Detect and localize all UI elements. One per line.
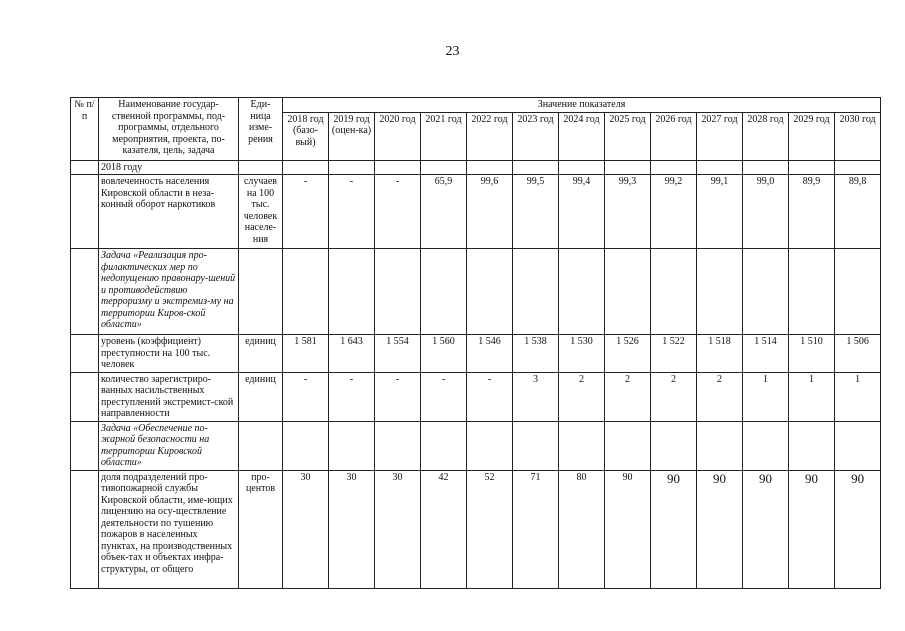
row-value-cell: 1 560: [421, 335, 467, 373]
row-value-cell: 30: [283, 470, 329, 588]
row-name-cell: Задача «Обеспечение по-жарной безопасности на территории Кировской области»: [99, 421, 239, 470]
row-value-cell: 1: [743, 372, 789, 421]
row-value-cell: 42: [421, 470, 467, 588]
row-unit-cell: про-центов: [239, 470, 283, 588]
row-value-cell: 90: [697, 470, 743, 588]
row-value-cell: [605, 249, 651, 335]
row-value-cell: -: [421, 372, 467, 421]
row-value-cell: 2: [559, 372, 605, 421]
row-value-cell: -: [467, 372, 513, 421]
row-value-cell: -: [283, 372, 329, 421]
row-value-cell: [697, 160, 743, 175]
table-row: [71, 335, 881, 373]
row-unit-cell: единиц: [239, 372, 283, 421]
row-value-cell: [467, 160, 513, 175]
row-value-cell: [513, 421, 559, 470]
row-value-cell: 1 514: [743, 335, 789, 373]
row-value-cell: 71: [513, 470, 559, 588]
row-name-cell: вовлеченность населения Кировской области в неза-конный оборот наркотиков: [99, 175, 239, 249]
row-value-cell: [467, 421, 513, 470]
row-value-cell: [329, 249, 375, 335]
row-value-cell: 89,9: [789, 175, 835, 249]
row-number-cell: [71, 249, 99, 335]
row-value-cell: [605, 421, 651, 470]
row-value-cell: 90: [743, 470, 789, 588]
row-value-cell: 90: [605, 470, 651, 588]
row-value-cell: [421, 160, 467, 175]
row-value-cell: -: [375, 175, 421, 249]
row-value-cell: [283, 421, 329, 470]
row-unit-cell: единиц: [239, 335, 283, 373]
row-value-cell: 99,4: [559, 175, 605, 249]
row-number-cell: [71, 421, 99, 470]
row-value-cell: 90: [651, 470, 697, 588]
row-value-cell: 1 643: [329, 335, 375, 373]
row-value-cell: [559, 421, 605, 470]
row-name-cell: 2018 году: [99, 160, 239, 175]
row-unit-cell: [239, 421, 283, 470]
table-row: [71, 421, 881, 470]
header-year: 2026 год: [651, 112, 697, 160]
row-value-cell: [467, 249, 513, 335]
row-value-cell: [559, 249, 605, 335]
header-year: 2027 год: [697, 112, 743, 160]
row-value-cell: [283, 160, 329, 175]
row-value-cell: 1 506: [835, 335, 881, 373]
row-value-cell: [789, 249, 835, 335]
row-value-cell: [743, 421, 789, 470]
row-value-cell: [743, 249, 789, 335]
row-value-cell: [283, 249, 329, 335]
row-name-cell: уровень (коэффициент) преступности на 100 тыс. человек: [99, 335, 239, 373]
row-value-cell: [559, 160, 605, 175]
row-value-cell: [375, 249, 421, 335]
row-value-cell: [789, 160, 835, 175]
header-name: Наименование государ-ственной программы, под-программы, отдельного мероприятия, проекта, по-казателя, цель, задача: [99, 98, 239, 161]
row-name-cell: доля подразделений про-тивопожарной службы Кировской области, име-ющих лицензию на осу-ществление деятельности по тушению пожаров в населенных пунктах, на производственных объек-тах и объектах инфра-структуры, от общего: [99, 470, 239, 588]
row-value-cell: 1 518: [697, 335, 743, 373]
header-year: 2020 год: [375, 112, 421, 160]
row-value-cell: 80: [559, 470, 605, 588]
row-value-cell: 1 522: [651, 335, 697, 373]
row-value-cell: -: [283, 175, 329, 249]
table-row: [71, 372, 881, 421]
row-value-cell: 99,1: [697, 175, 743, 249]
row-value-cell: [513, 160, 559, 175]
row-value-cell: [329, 421, 375, 470]
header-year: 2028 год: [743, 112, 789, 160]
row-value-cell: [651, 160, 697, 175]
header-unit: Еди-ница изме-рения: [239, 98, 283, 161]
row-value-cell: 65,9: [421, 175, 467, 249]
row-value-cell: [835, 421, 881, 470]
row-value-cell: 30: [375, 470, 421, 588]
row-number-cell: [71, 175, 99, 249]
row-value-cell: -: [375, 372, 421, 421]
row-value-cell: 99,6: [467, 175, 513, 249]
row-value-cell: 1 546: [467, 335, 513, 373]
row-value-cell: 1: [835, 372, 881, 421]
row-value-cell: 90: [789, 470, 835, 588]
row-value-cell: [743, 160, 789, 175]
row-value-cell: 89,8: [835, 175, 881, 249]
row-number-cell: [71, 470, 99, 588]
table-row: [71, 470, 881, 588]
row-value-cell: [789, 421, 835, 470]
row-value-cell: 52: [467, 470, 513, 588]
row-value-cell: [835, 249, 881, 335]
table-row: [71, 175, 881, 249]
header-year: 2030 год: [835, 112, 881, 160]
header-number: № п/п: [71, 98, 99, 161]
row-value-cell: 3: [513, 372, 559, 421]
row-value-cell: [651, 421, 697, 470]
header-year: 2022 год: [467, 112, 513, 160]
row-unit-cell: [239, 249, 283, 335]
row-value-cell: 90: [835, 470, 881, 588]
row-value-cell: 1 581: [283, 335, 329, 373]
row-value-cell: [421, 421, 467, 470]
row-value-cell: [651, 249, 697, 335]
row-unit-cell: [239, 160, 283, 175]
row-value-cell: -: [329, 372, 375, 421]
row-value-cell: [375, 421, 421, 470]
row-value-cell: 2: [605, 372, 651, 421]
row-value-cell: [375, 160, 421, 175]
header-year: 2029 год: [789, 112, 835, 160]
row-value-cell: [697, 421, 743, 470]
row-number-cell: [71, 160, 99, 175]
row-value-cell: [329, 160, 375, 175]
row-value-cell: 30: [329, 470, 375, 588]
row-value-cell: 99,0: [743, 175, 789, 249]
row-value-cell: 1 554: [375, 335, 421, 373]
header-year: 2021 год: [421, 112, 467, 160]
row-value-cell: 1 510: [789, 335, 835, 373]
header-year: 2024 год: [559, 112, 605, 160]
header-year: 2019 год (оцен-ка): [329, 112, 375, 160]
row-value-cell: [697, 249, 743, 335]
row-name-cell: количество зарегистриро-ванных насильственных преступлений экстремист-ской направленности: [99, 372, 239, 421]
header-values: Значение показателя: [283, 98, 881, 113]
row-value-cell: 1 538: [513, 335, 559, 373]
row-value-cell: 2: [651, 372, 697, 421]
row-value-cell: 99,5: [513, 175, 559, 249]
page-number: 23: [445, 44, 460, 59]
row-value-cell: [605, 160, 651, 175]
row-value-cell: -: [329, 175, 375, 249]
row-unit-cell: случаев на 100 тыс. человек населе-ния: [239, 175, 283, 249]
indicator-table: [70, 97, 881, 589]
row-value-cell: 2: [697, 372, 743, 421]
row-name-cell: Задача «Реализация про-филактических мер по недопущению правонару-шений и противодействию терроризму и экстремиз-му на территории Киров-ской области»: [99, 249, 239, 335]
row-value-cell: [835, 160, 881, 175]
row-value-cell: 99,3: [605, 175, 651, 249]
header-year: 2018 год (базо-вый): [283, 112, 329, 160]
row-value-cell: 1 530: [559, 335, 605, 373]
row-value-cell: [513, 249, 559, 335]
row-value-cell: 1: [789, 372, 835, 421]
header-year: 2025 год: [605, 112, 651, 160]
row-value-cell: 99,2: [651, 175, 697, 249]
table-row: [71, 249, 881, 335]
row-number-cell: [71, 372, 99, 421]
table-row: [71, 160, 881, 175]
row-value-cell: 1 526: [605, 335, 651, 373]
row-value-cell: [421, 249, 467, 335]
row-number-cell: [71, 335, 99, 373]
header-year: 2023 год: [513, 112, 559, 160]
